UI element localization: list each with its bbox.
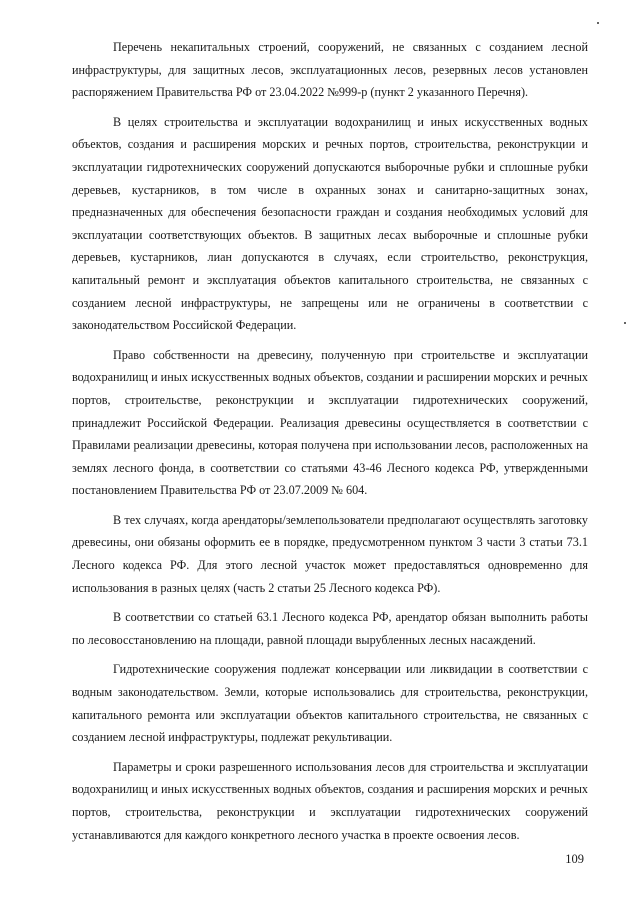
paragraph-5: В соответствии со статьей 63.1 Лесного кодекса РФ, арендатор обязан выполнить работы по лесовосстановлению на площади, равной площади вырубленных лесных насаждений. — [72, 610, 588, 647]
document-body — [72, 36, 588, 853]
paragraph-4: В тех случаях, когда арендаторы/землепользователи предполагают осуществлять заготовку древесины, они обязаны оформить ее в порядке, предусмотренном пунктом 3 части 3 статьи 73.1 Лесного кодекса РФ. Для этого лесной участок может предоставляться одновременно для использования в разных целях (часть 2 статьи 25 Лесного кодекса РФ). — [72, 512, 588, 595]
scan-speck-top — [597, 22, 599, 24]
paragraph-6: Гидротехнические сооружения подлежат консервации или ликвидации в соответствии с водным законодательством. Земли, которые использовались для строительства, реконструкции, капитального ремонта или эксплуатации объектов капитального строительства, не связанных с созданием лесной инфраструктуры, подлежат рекультивации. — [72, 662, 588, 745]
scan-speck-right — [624, 322, 626, 324]
page-number: 109 — [565, 852, 584, 866]
paragraph-3: Право собственности на древесину, полученную при строительстве и эксплуатации водохранилищ и иных искусственных водных объектов, создании и расширении морских и речных портов, строительстве, реконструкции и эксплуатации гидротехнических сооружений, принадлежит Российской Федерации. Реализация древесины осуществляется в соответствии с Правилами реализации древесины, которая получена при использовании лесов, расположенных на землях лесного фонда, в соответствии со статьями 43-46 Лесного кодекса РФ, утвержденными постановлением Правительства РФ от 23.07.2009 № 604. — [72, 347, 588, 498]
paragraph-7: Параметры и сроки разрешенного использования лесов для строительства и эксплуатации водохранилищ и иных искусственных водных объектов, создания и расширения морских и речных портов, строительства, реконструкции и эксплуатации гидротехнических сооружений устанавливаются для каждого конкретного лесного участка в проекте освоения лесов. — [72, 759, 588, 842]
paragraph-2: В целях строительства и эксплуатации водохранилищ и иных искусственных водных объектов, создания и расширения морских и речных портов, строительства, реконструкции и эксплуатации гидротехнических сооружений допускаются выборочные рубки и сплошные рубки деревьев, кустарников, в том числе в охранных зонах и санитарно-защитных зонах, предназначенных для обеспечения безопасности граждан и создания необходимых условий для эксплуатации соответствующих объектов. В защитных лесах выборочные и сплошные рубки деревьев, кустарников, лиан допускаются в случаях, если строительство, реконструкция, капитальный ремонт и эксплуатация объектов капитального строительства, не связанных с созданием лесной инфраструктуры, не запрещены или не ограничены в соответствии с законодательством Российской Федерации. — [72, 114, 588, 333]
paragraph-1: Перечень некапитальных строений, сооружений, не связанных с созданием лесной инфраструктуры, для защитных лесов, эксплуатационных лесов, резервных лесов установлен распоряжением Правительства РФ от 23.04.2022 №999-р (пункт 2 указанного Перечня). — [72, 40, 588, 100]
